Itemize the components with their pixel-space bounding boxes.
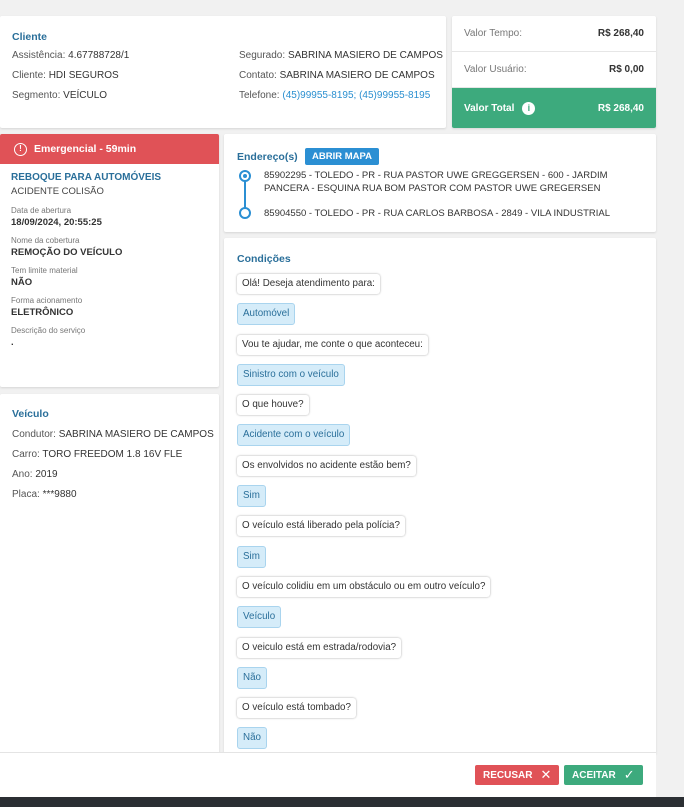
cliente-value: HDI SEGUROS (48, 70, 119, 81)
answer-bubble: Acidente com o veículo (237, 424, 350, 446)
endereco-origem (264, 169, 634, 195)
answer-bubble: Sim (237, 485, 266, 507)
ano-label: Ano: (12, 469, 33, 480)
alert-circle-icon: ! (14, 143, 27, 156)
emergencial-label: Emergencial - 59min (34, 143, 137, 155)
question-bubble: O veículo está tombado? (237, 698, 356, 718)
answer-bubble: Sim (237, 546, 266, 568)
recusar-label: RECUSAR (483, 769, 533, 781)
origin-dot-icon (239, 170, 251, 182)
info-icon[interactable]: i (522, 102, 535, 115)
answer-bubble: Veículo (237, 606, 281, 628)
valor-total-label-wrap (464, 102, 535, 115)
cliente-label: Cliente: (12, 70, 46, 81)
placa-row (12, 485, 214, 505)
destination-dot-icon (239, 207, 251, 219)
endereco-origem-line2: PANCERA - ESQUINA RUA BOM PASTOR COM PASTOR UWE GREGERSEN (264, 183, 601, 194)
x-icon: ✕ (540, 767, 552, 782)
action-footer (0, 752, 656, 797)
descricao-servico-value: . (11, 337, 14, 348)
answer-bubble: Não (237, 727, 267, 749)
recusar-button[interactable] (475, 765, 559, 785)
valor-usuario-value: R$ 0,00 (608, 64, 644, 75)
carro-value: TORO FREEDOM 1.8 16V FLE (42, 449, 183, 460)
descricao-servico-label: Descrição do serviço (11, 326, 86, 335)
telefone-link[interactable]: (45)99955-8195; (45)99955-8195 (282, 90, 431, 101)
assistencia-label: Assistência: (12, 50, 66, 61)
placa-label: Placa: (12, 489, 40, 500)
carro-row (12, 445, 214, 465)
cliente-row (12, 66, 129, 86)
question-bubble: O veículo colidiu em um obstáculo ou em outro veículo? (237, 577, 490, 597)
aceitar-label: ACEITAR (572, 769, 616, 781)
condutor-row (12, 425, 214, 445)
contato-label: Contato: (239, 70, 277, 81)
cliente-title: Cliente (12, 31, 48, 43)
valor-total-row (452, 88, 656, 128)
forma-acionamento-value: ELETRÔNICO (11, 307, 74, 318)
question-bubble: O que houve? (237, 395, 309, 415)
chat-list (237, 273, 490, 754)
telefone-row (239, 86, 443, 106)
bottom-bar (0, 797, 684, 807)
segmento-row (12, 86, 129, 106)
veiculo-card (0, 394, 219, 754)
contato-value: SABRINA MASIERO DE CAMPOS (279, 70, 435, 81)
segmento-label: Segmento: (12, 90, 61, 101)
abrir-mapa-button[interactable]: ABRIR MAPA (305, 148, 379, 165)
valor-total-label: Valor Total (464, 102, 515, 114)
segurado-label: Segurado: (239, 50, 286, 61)
servico-subtitle: ACIDENTE COLISÃO (11, 186, 104, 197)
question-bubble: Vou te ajudar, me conte o que aconteceu: (237, 335, 428, 355)
answer-bubble: Não (237, 667, 267, 689)
valor-tempo-value: R$ 268,40 (597, 28, 644, 39)
condicoes-title: Condições (237, 253, 291, 265)
check-icon: ✓ (623, 767, 635, 782)
forma-acionamento-label: Forma acionamento (11, 296, 83, 305)
servico-title: REBOQUE PARA AUTOMÓVEIS (11, 172, 162, 183)
telefone-label: Telefone: (239, 90, 280, 101)
endereco-card (224, 134, 656, 232)
cobertura-value: REMOÇÃO DO VEÍCULO (11, 247, 123, 258)
question-bubble: Os envolvidos no acidente estão bem? (237, 456, 416, 476)
veiculo-title: Veículo (12, 408, 49, 420)
condutor-label: Condutor: (12, 429, 56, 440)
valores-card (452, 16, 656, 128)
ano-row (12, 465, 214, 485)
valor-usuario-label: Valor Usuário: (464, 64, 527, 75)
placa-value: ***9880 (42, 489, 77, 500)
data-abertura-label: Data de abertura (11, 206, 72, 215)
servico-card (0, 134, 219, 387)
valor-total-value: R$ 268,40 (597, 102, 644, 114)
assistencia-row (12, 46, 129, 66)
segurado-row (239, 46, 443, 66)
ano-value: 2019 (35, 469, 58, 480)
question-bubble: O veiculo está em estrada/rodovia? (237, 638, 401, 658)
condutor-value: SABRINA MASIERO DE CAMPOS (58, 429, 214, 440)
data-abertura-value: 18/09/2024, 20:55:25 (11, 217, 102, 228)
segmento-value: VEÍCULO (63, 90, 108, 101)
question-bubble: O veículo está liberado pela polícia? (237, 516, 405, 536)
carro-label: Carro: (12, 449, 40, 460)
endereco-destino: 85904550 - TOLEDO - PR - RUA CARLOS BARBOSA - 2849 - VILA INDUSTRIAL (264, 208, 611, 219)
answer-bubble: Sinistro com o veículo (237, 364, 345, 386)
limite-material-label: Tem limite material (11, 266, 78, 275)
contato-row (239, 66, 443, 86)
cliente-card (0, 16, 446, 128)
cobertura-label: Nome da cobertura (11, 236, 80, 245)
page-gutter (656, 0, 684, 797)
endereco-title: Endereço(s) (237, 151, 298, 163)
valor-tempo-row (452, 16, 656, 52)
answer-bubble: Automóvel (237, 303, 295, 325)
aceitar-button[interactable] (564, 765, 643, 785)
assistencia-value: 4.67788728/1 (68, 50, 130, 61)
limite-material-value: NÃO (11, 277, 33, 288)
question-bubble: Olá! Deseja atendimento para: (237, 274, 380, 294)
endereco-origem-line1: 85902295 - TOLEDO - PR - RUA PASTOR UWE GREGGERSEN - 600 - JARDIM (264, 170, 608, 181)
valor-tempo-label: Valor Tempo: (464, 28, 522, 39)
condicoes-card (224, 238, 656, 754)
valor-usuario-row (452, 52, 656, 88)
emergencial-badge (0, 134, 219, 164)
segurado-value: SABRINA MASIERO DE CAMPOS (287, 50, 443, 61)
